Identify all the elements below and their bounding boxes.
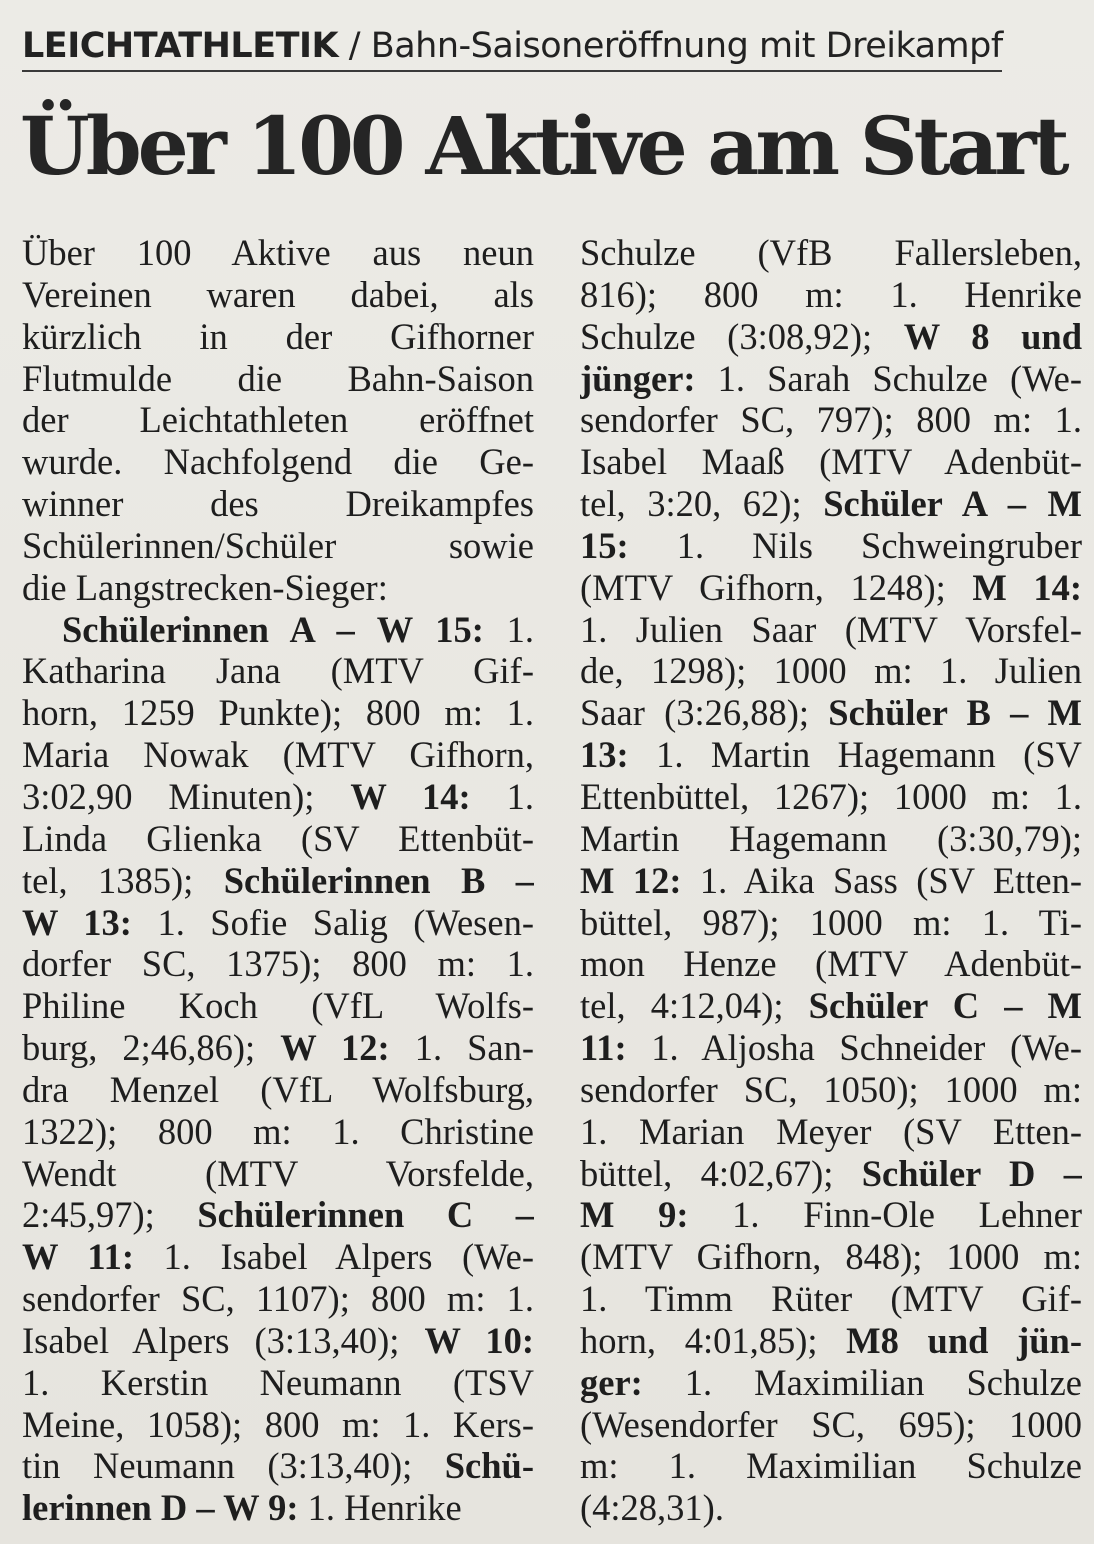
text-line: die Langstrecken-Sieger: [22,566,388,608]
text-line: 2:45,97); Schülerinnen C – [22,1194,534,1236]
bold-category: M 9: [580,1194,689,1236]
text-line: jünger: 1. Sarah Schulze (We- [580,357,1082,399]
bold-category: Schülerinnen A – W 15: [62,608,484,650]
text-line: W 11: 1. Isabel Alpers (We- [22,1236,534,1278]
bold-category: Schü- [444,1445,534,1487]
text-line: Wendt (MTV Vorsfelde, [22,1152,534,1194]
article-column-right [580,232,1082,1529]
bold-category: Schüler C – M [808,985,1082,1027]
bold-category: W 10: [424,1319,534,1361]
text-line: Philine Koch (VfL Wolfs- [22,985,534,1027]
text-line: Schülerinnen A – W 15: 1. [62,608,534,650]
text-line: 1. Marian Meyer (SV Etten- [580,1110,1082,1152]
text-line: Über 100 Aktive aus neun [22,232,534,273]
text-line: 816); 800 m: 1. Henrike [580,273,1082,315]
text-line: dorfer SC, 1375); 800 m: 1. [22,943,534,985]
text-line: Vereinen waren dabei, als [22,273,534,315]
text-line: winner des Dreikampfes [22,483,534,525]
bold-category: 15: [580,524,629,566]
text-line: Schulze (VfB Fallersleben, [580,232,1082,273]
article-column-left [22,232,534,1529]
text-line: 3:02,90 Minuten); W 14: 1. [22,775,534,817]
text-line: M 9: 1. Finn-Ole Lehner [580,1194,1082,1236]
text-line: 1322); 800 m: 1. Christine [22,1110,534,1152]
text-line: W 13: 1. Sofie Salig (Wesen- [22,901,534,943]
bold-category: Schüler D – [861,1152,1082,1194]
bold-category: W 11: [22,1236,135,1278]
bold-category: W 8 und [903,315,1082,357]
bold-category: M 14: [972,566,1082,608]
text-line: de, 1298); 1000 m: 1. Julien [580,650,1082,692]
text-line: 1. Kerstin Neumann (TSV [22,1361,534,1403]
bold-category: 11: [580,1027,627,1069]
text-line: der Leichtathleten eröffnet [22,399,534,441]
text-line: Martin Hagemann (3:30,79); [580,817,1082,859]
bold-category: lerinnen D – W 9: [22,1487,299,1529]
text-line: Meine, 1058); 800 m: 1. Kers- [22,1403,534,1445]
text-line: dra Menzel (VfL Wolfsburg, [22,1068,534,1110]
text-line: Maria Nowak (MTV Gifhorn, [22,734,534,776]
text-line: Saar (3:26,88); Schüler B – M [580,692,1082,734]
text-line: Katharina Jana (MTV Gif- [22,650,534,692]
text-line: ger: 1. Maximilian Schulze [580,1361,1082,1403]
bold-category: jünger: [580,357,696,399]
text-line: Flutmulde die Bahn-Saison [22,357,534,399]
text-line: horn, 4:01,85); M8 und jün- [580,1319,1082,1361]
text-line: 11: 1. Aljosha Schneider (We- [580,1027,1082,1069]
text-line: burg, 2;46,86); W 12: 1. San- [22,1027,534,1069]
text-line: horn, 1259 Punkte); 800 m: 1. [22,692,534,734]
bold-category: M 12: [580,859,682,901]
text-line: Isabel Maaß (MTV Adenbüt- [580,441,1082,483]
text-line: Isabel Alpers (3:13,40); W 10: [22,1319,534,1361]
text-line: 13: 1. Martin Hagemann (SV [580,734,1082,776]
bold-category: Schülerinnen C – [197,1194,534,1236]
text-line: M 12: 1. Aika Sass (SV Etten- [580,859,1082,901]
text-line: (MTV Gifhorn, 848); 1000 m: [580,1236,1082,1278]
text-line: (4:28,31). [580,1487,724,1529]
text-line: sendorfer SC, 1107); 800 m: 1. [22,1278,534,1320]
bold-category: Schülerinnen B – [223,859,534,901]
bold-category: W 14: [350,775,471,817]
kicker-subtitle: Bahn-Saisoneröffnung mit Dreikampf [370,26,1003,66]
bold-category: Schüler A – M [823,483,1082,525]
text-line: (MTV Gifhorn, 1248); M 14: [580,566,1082,608]
text-line: sendorfer SC, 1050); 1000 m: [580,1068,1082,1110]
bold-category: W 12: [280,1027,390,1069]
text-line: sendorfer SC, 797); 800 m: 1. [580,399,1082,441]
text-line: 1. Timm Rüter (MTV Gif- [580,1278,1082,1320]
article-headline: Über 100 Aktive am Start [20,99,1066,193]
kicker-topic: LEICHTATHLETIK [22,26,339,66]
text-line: tin Neumann (3:13,40); Schü- [22,1445,534,1487]
kicker-separator: / [338,26,371,66]
text-line: tel, 3:20, 62); Schüler A – M [580,483,1082,525]
text-line: tel, 4:12,04); Schüler C – M [580,985,1082,1027]
bold-category: Schüler B – M [828,692,1082,734]
text-line: 1. Julien Saar (MTV Vorsfel- [580,608,1082,650]
bold-category: W 13: [22,901,132,943]
bold-category: M8 und jün- [846,1319,1082,1361]
text-line: Schülerinnen/Schüler sowie [22,524,534,566]
text-line: büttel, 4:02,67); Schüler D – [580,1152,1082,1194]
text-line: tel, 1385); Schülerinnen B – [22,859,534,901]
bold-category: 13: [580,734,629,776]
text-line: 15: 1. Nils Schweingruber [580,524,1082,566]
text-line: (Wesendorfer SC, 695); 1000 [580,1403,1082,1445]
text-line: wurde. Nachfolgend die Ge- [22,441,534,483]
text-line: büttel, 987); 1000 m: 1. Ti- [580,901,1082,943]
text-line: m: 1. Maximilian Schulze [580,1445,1082,1487]
bold-category: ger: [580,1361,643,1403]
text-line: Linda Glienka (SV Ettenbüt- [22,817,534,859]
text-line: Schulze (3:08,92); W 8 und [580,315,1082,357]
text-line: Ettenbüttel, 1267); 1000 m: 1. [580,775,1082,817]
text-line: lerinnen D – W 9: 1. Henrike [22,1487,462,1529]
text-line: mon Henze (MTV Adenbüt- [580,943,1082,985]
article-kicker [22,24,1002,72]
text-line: kürzlich in der Gifhorner [22,315,534,357]
